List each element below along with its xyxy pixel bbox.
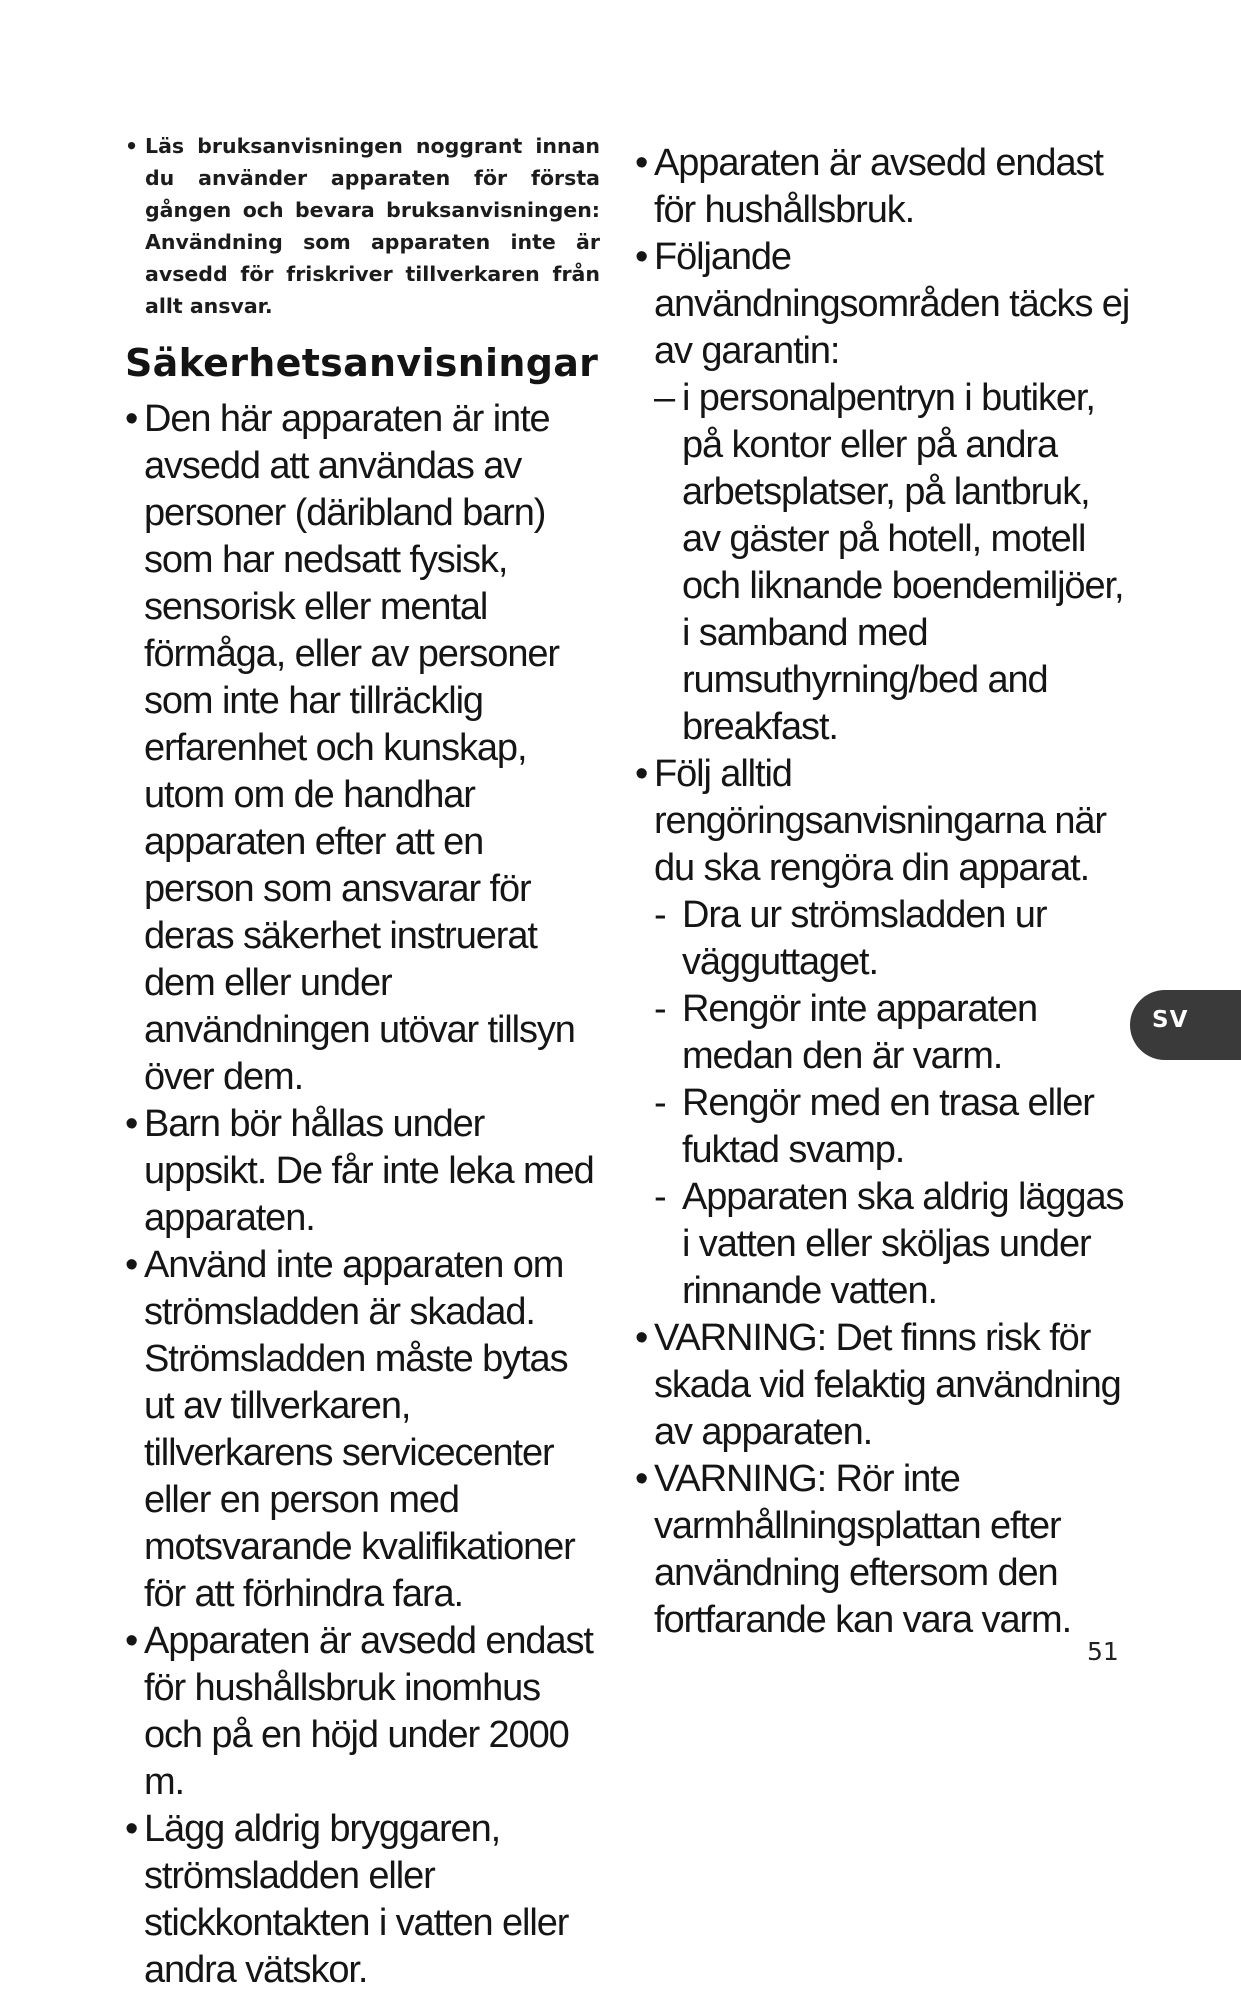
- language-tab-label: SV: [1152, 1007, 1189, 1033]
- usage-item-text: Följ alltid rengöringsanvisningarna när du ska rengöra din apparat.: [654, 753, 1106, 889]
- dash-marker: –: [654, 377, 675, 419]
- cleaning-step-text: Apparaten ska aldrig läggas i vatten eller sköljas under rinnande vatten.: [682, 1176, 1124, 1312]
- dash-marker: -: [654, 1176, 666, 1218]
- right-column: [635, 140, 1155, 1644]
- left-column: [125, 130, 645, 1994]
- safety-item: • Den här apparaten är inte avsedd att användas av personer (däribland barn) som har nedsatt fysisk, sensorisk eller mental förmåga, eller av personer som inte har tillräcklig erfarenhet och kunskap, utom om de handhar apparaten efter att en person som ansvarar för deras säkerhet instruerat dem eller under användningen utövar tillsyn över dem.: [125, 396, 595, 1101]
- intro-list: [125, 130, 645, 322]
- dash-marker: -: [654, 988, 666, 1030]
- warning-item: • VARNING: Rör inte varmhållningsplattan efter användning eftersom den fortfarande kan vara varm.: [635, 1456, 1135, 1644]
- usage-item-text: Följande användningsområden täcks ej av garantin:: [654, 236, 1130, 372]
- warning-item: • VARNING: Det finns risk för skada vid felaktig användning av apparaten.: [635, 1315, 1135, 1456]
- page-number: 51: [1087, 1637, 1119, 1666]
- dash-marker: -: [654, 894, 666, 936]
- excluded-uses-list: [654, 375, 1135, 751]
- cleaning-step: [654, 892, 1135, 986]
- excluded-use-text: i personalpentryn i butiker, på kontor eller på andra arbetsplatser, på lantbruk, av gäster på hotell, motell och liknande boendemiljöer, i samband med rumsuthyrning/bed and breakfast.: [682, 377, 1124, 748]
- cleaning-step-text: Rengör inte apparaten medan den är varm.: [682, 988, 1038, 1077]
- usage-item: • Apparaten är avsedd endast för hushållsbruk.: [635, 140, 1135, 234]
- safety-item: • Apparaten är avsedd endast för hushållsbruk inomhus och på en höjd under 2000 m.: [125, 1618, 595, 1806]
- language-tab: [1130, 990, 1241, 1060]
- safety-item: • Lägg aldrig bryggaren, strömsladden eller stickkontakten i vatten eller andra vätskor.: [125, 1806, 595, 1994]
- usage-item: [635, 751, 1135, 1315]
- cleaning-steps-list: [654, 892, 1135, 1315]
- cleaning-step: [654, 986, 1135, 1080]
- cleaning-step: [654, 1080, 1135, 1174]
- safety-item: • Använd inte apparaten om strömsladden är skadad. Strömsladden måste bytas ut av tillverkaren, tillverkarens servicecenter eller en person med motsvarande kvalifikationer för att förhindra fara.: [125, 1242, 595, 1618]
- cleaning-step-text: Rengör med en trasa eller fuktad svamp.: [682, 1082, 1094, 1171]
- dash-marker: -: [654, 1082, 666, 1124]
- safety-item: • Barn bör hållas under uppsikt. De får inte leka med apparaten.: [125, 1101, 595, 1242]
- intro-item: • Läs bruksanvisningen noggrant innan du använder apparaten för första gången och bevara bruksanvisningen: Användning som apparaten inte är avsedd för friskriver tillverkaren från allt ansvar.: [125, 130, 600, 322]
- cleaning-step: [654, 1174, 1135, 1315]
- safety-list: [125, 396, 595, 1994]
- excluded-use-item: [654, 375, 1135, 751]
- usage-item: [635, 234, 1135, 751]
- cleaning-step-text: Dra ur strömsladden ur vägguttaget.: [682, 894, 1047, 983]
- usage-list: [635, 140, 1135, 1644]
- section-heading: Säkerhetsanvisningar: [125, 341, 599, 385]
